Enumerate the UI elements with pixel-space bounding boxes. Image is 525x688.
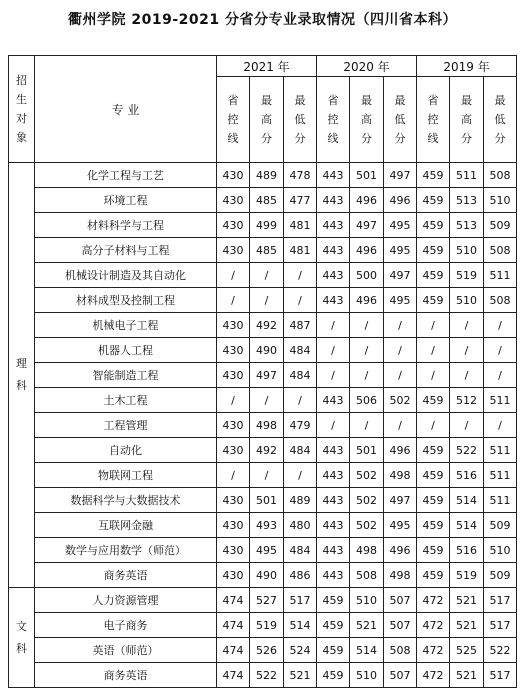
- score-cell: 443: [317, 188, 350, 213]
- score-cell: 459: [417, 238, 450, 263]
- score-cell: /: [484, 413, 517, 438]
- header-sub: 最 低 分: [484, 77, 517, 163]
- table-row: [9, 513, 517, 538]
- score-cell: 459: [417, 288, 450, 313]
- score-cell: 497: [384, 263, 417, 288]
- score-cell: 498: [384, 563, 417, 588]
- score-cell: /: [484, 363, 517, 388]
- score-cell: 514: [450, 488, 484, 513]
- score-cell: /: [250, 463, 284, 488]
- score-cell: 443: [317, 463, 350, 488]
- score-cell: 510: [450, 288, 484, 313]
- major-cell: 智能制造工程: [35, 363, 217, 388]
- score-cell: 500: [350, 263, 384, 288]
- header-sub: 省 控 线: [217, 77, 250, 163]
- table-row: [9, 613, 517, 638]
- score-cell: /: [484, 338, 517, 363]
- score-cell: 481: [284, 238, 317, 263]
- header-sub: 省 控 线: [317, 77, 350, 163]
- score-cell: /: [250, 263, 284, 288]
- score-cell: /: [250, 388, 284, 413]
- score-cell: 513: [450, 213, 484, 238]
- score-cell: 514: [350, 638, 384, 663]
- score-cell: 517: [484, 588, 517, 613]
- score-cell: 513: [450, 188, 484, 213]
- score-cell: /: [317, 313, 350, 338]
- score-cell: 519: [450, 563, 484, 588]
- major-cell: 机械电子工程: [35, 313, 217, 338]
- score-cell: 459: [317, 663, 350, 688]
- score-cell: 459: [417, 538, 450, 563]
- score-cell: 512: [450, 388, 484, 413]
- score-cell: 498: [350, 538, 384, 563]
- table-row: [9, 163, 517, 188]
- score-cell: /: [384, 363, 417, 388]
- category-cell: 理 科: [9, 163, 35, 588]
- score-cell: /: [217, 288, 250, 313]
- header-sub: 最 低 分: [384, 77, 417, 163]
- score-cell: 489: [250, 163, 284, 188]
- score-cell: 499: [250, 213, 284, 238]
- score-cell: 501: [350, 163, 384, 188]
- score-cell: 527: [250, 588, 284, 613]
- table-row: [9, 638, 517, 663]
- table-row: [9, 563, 517, 588]
- score-cell: 508: [484, 288, 517, 313]
- table-row: [9, 288, 517, 313]
- score-cell: 507: [384, 613, 417, 638]
- score-cell: 496: [384, 438, 417, 463]
- score-cell: 430: [217, 363, 250, 388]
- score-cell: 443: [317, 538, 350, 563]
- score-cell: 502: [350, 463, 384, 488]
- score-cell: 496: [350, 238, 384, 263]
- score-cell: /: [450, 363, 484, 388]
- score-cell: 519: [250, 613, 284, 638]
- score-cell: 508: [384, 638, 417, 663]
- score-cell: 443: [317, 288, 350, 313]
- major-cell: 数学与应用数学（师范）: [35, 538, 217, 563]
- table-body: [9, 163, 517, 688]
- score-cell: 501: [350, 438, 384, 463]
- header-sub: 最 高 分: [450, 77, 484, 163]
- score-cell: 502: [350, 488, 384, 513]
- score-cell: 459: [417, 188, 450, 213]
- score-cell: 443: [317, 563, 350, 588]
- score-cell: 479: [284, 413, 317, 438]
- score-cell: /: [417, 338, 450, 363]
- major-cell: 数据科学与大数据技术: [35, 488, 217, 513]
- score-cell: 484: [284, 438, 317, 463]
- score-cell: 480: [284, 513, 317, 538]
- score-cell: 509: [484, 213, 517, 238]
- page-title: 衢州学院 2019-2021 分省分专业录取情况（四川省本科）: [68, 12, 457, 28]
- score-cell: 496: [350, 288, 384, 313]
- score-cell: 510: [350, 663, 384, 688]
- score-cell: 514: [450, 513, 484, 538]
- score-cell: /: [350, 413, 384, 438]
- score-cell: 443: [317, 488, 350, 513]
- major-cell: 人力资源管理: [35, 588, 217, 613]
- score-cell: 521: [350, 613, 384, 638]
- score-cell: 511: [484, 463, 517, 488]
- major-cell: 化学工程与工艺: [35, 163, 217, 188]
- major-cell: 机器人工程: [35, 338, 217, 363]
- score-cell: 430: [217, 563, 250, 588]
- score-cell: 521: [284, 663, 317, 688]
- score-cell: /: [217, 388, 250, 413]
- score-cell: 486: [284, 563, 317, 588]
- score-cell: 496: [384, 188, 417, 213]
- table-row: [9, 363, 517, 388]
- score-cell: 508: [484, 238, 517, 263]
- score-cell: 443: [317, 388, 350, 413]
- score-cell: 430: [217, 313, 250, 338]
- score-cell: 522: [484, 638, 517, 663]
- score-cell: 510: [484, 188, 517, 213]
- table-row: [9, 413, 517, 438]
- header-sub: 最 高 分: [350, 77, 384, 163]
- score-cell: 496: [384, 538, 417, 563]
- score-cell: 495: [384, 238, 417, 263]
- score-cell: 507: [384, 588, 417, 613]
- major-cell: 自动化: [35, 438, 217, 463]
- score-cell: 511: [484, 438, 517, 463]
- score-cell: /: [384, 338, 417, 363]
- major-cell: 英语（师范）: [35, 638, 217, 663]
- score-cell: /: [417, 413, 450, 438]
- score-cell: /: [350, 338, 384, 363]
- score-cell: 511: [450, 163, 484, 188]
- score-cell: 430: [217, 238, 250, 263]
- score-cell: 474: [217, 638, 250, 663]
- score-cell: 502: [384, 388, 417, 413]
- score-cell: /: [384, 313, 417, 338]
- score-cell: 509: [484, 513, 517, 538]
- score-cell: 522: [250, 663, 284, 688]
- table-row: [9, 663, 517, 688]
- header-category: 招 生 对 象: [9, 56, 35, 163]
- score-cell: 430: [217, 163, 250, 188]
- score-cell: /: [250, 288, 284, 313]
- major-cell: 材料科学与工程: [35, 213, 217, 238]
- score-cell: 495: [384, 213, 417, 238]
- score-cell: 497: [250, 363, 284, 388]
- score-cell: 472: [417, 613, 450, 638]
- score-cell: 484: [284, 363, 317, 388]
- score-cell: 472: [417, 588, 450, 613]
- table-row: [9, 488, 517, 513]
- score-cell: 443: [317, 438, 350, 463]
- score-cell: 506: [350, 388, 384, 413]
- score-cell: 498: [250, 413, 284, 438]
- table-row: [9, 463, 517, 488]
- score-cell: 509: [484, 563, 517, 588]
- score-cell: 430: [217, 213, 250, 238]
- score-cell: 516: [450, 538, 484, 563]
- score-cell: 497: [350, 213, 384, 238]
- score-cell: 511: [484, 488, 517, 513]
- score-cell: 510: [484, 538, 517, 563]
- score-cell: 521: [450, 613, 484, 638]
- score-cell: 478: [284, 163, 317, 188]
- score-cell: 525: [450, 638, 484, 663]
- score-cell: 516: [450, 463, 484, 488]
- score-cell: 430: [217, 188, 250, 213]
- score-cell: 430: [217, 488, 250, 513]
- score-cell: 484: [284, 538, 317, 563]
- table-row: [9, 263, 517, 288]
- header-sub: 最 低 分: [284, 77, 317, 163]
- score-cell: 443: [317, 163, 350, 188]
- score-cell: 481: [284, 213, 317, 238]
- score-cell: 495: [384, 288, 417, 313]
- table-row: [9, 338, 517, 363]
- score-cell: 493: [250, 513, 284, 538]
- score-cell: 485: [250, 188, 284, 213]
- score-cell: 459: [417, 163, 450, 188]
- score-cell: /: [317, 363, 350, 388]
- score-cell: 492: [250, 313, 284, 338]
- table-row: [9, 438, 517, 463]
- table-row: [9, 588, 517, 613]
- score-cell: /: [350, 313, 384, 338]
- score-cell: 477: [284, 188, 317, 213]
- major-cell: 土木工程: [35, 388, 217, 413]
- header-year: 2019 年: [417, 56, 517, 77]
- table-header: [9, 56, 517, 163]
- score-cell: 459: [417, 513, 450, 538]
- score-cell: 443: [317, 238, 350, 263]
- score-cell: /: [417, 363, 450, 388]
- score-cell: 484: [284, 338, 317, 363]
- major-cell: 商务英语: [35, 563, 217, 588]
- score-cell: 517: [484, 613, 517, 638]
- score-cell: 524: [284, 638, 317, 663]
- major-cell: 机械设计制造及其自动化: [35, 263, 217, 288]
- score-cell: 497: [384, 163, 417, 188]
- score-cell: 485: [250, 238, 284, 263]
- score-cell: /: [284, 263, 317, 288]
- score-cell: 459: [417, 488, 450, 513]
- score-cell: 489: [284, 488, 317, 513]
- score-cell: 459: [417, 463, 450, 488]
- table-row: [9, 313, 517, 338]
- score-cell: 474: [217, 663, 250, 688]
- table-row: [9, 213, 517, 238]
- score-cell: 459: [317, 588, 350, 613]
- table-row: [9, 188, 517, 213]
- score-cell: 490: [250, 563, 284, 588]
- score-cell: 526: [250, 638, 284, 663]
- score-cell: 474: [217, 588, 250, 613]
- score-cell: 495: [250, 538, 284, 563]
- score-cell: 459: [317, 638, 350, 663]
- score-cell: 430: [217, 538, 250, 563]
- score-cell: 517: [284, 588, 317, 613]
- score-cell: 497: [384, 488, 417, 513]
- score-cell: 501: [250, 488, 284, 513]
- header-sub: 省 控 线: [417, 77, 450, 163]
- major-cell: 环境工程: [35, 188, 217, 213]
- score-cell: 517: [484, 663, 517, 688]
- score-cell: /: [450, 338, 484, 363]
- score-cell: /: [384, 413, 417, 438]
- score-cell: 459: [417, 213, 450, 238]
- score-cell: 487: [284, 313, 317, 338]
- major-cell: 互联网金融: [35, 513, 217, 538]
- score-cell: 508: [484, 163, 517, 188]
- table-row: [9, 238, 517, 263]
- score-cell: /: [284, 463, 317, 488]
- score-cell: 459: [417, 388, 450, 413]
- score-cell: 502: [350, 513, 384, 538]
- score-cell: /: [217, 263, 250, 288]
- score-cell: 459: [317, 613, 350, 638]
- score-cell: 522: [450, 438, 484, 463]
- score-cell: 459: [417, 563, 450, 588]
- score-cell: 492: [250, 438, 284, 463]
- score-cell: /: [317, 413, 350, 438]
- score-cell: 430: [217, 413, 250, 438]
- score-cell: 490: [250, 338, 284, 363]
- score-cell: 521: [450, 588, 484, 613]
- score-cell: /: [450, 313, 484, 338]
- score-cell: 430: [217, 338, 250, 363]
- score-cell: /: [350, 363, 384, 388]
- score-cell: 474: [217, 613, 250, 638]
- major-cell: 材料成型及控制工程: [35, 288, 217, 313]
- table-row: [9, 538, 517, 563]
- header-year: 2021 年: [217, 56, 317, 77]
- major-cell: 物联网工程: [35, 463, 217, 488]
- score-cell: 519: [450, 263, 484, 288]
- score-cell: /: [317, 338, 350, 363]
- score-cell: 496: [350, 188, 384, 213]
- score-cell: /: [450, 413, 484, 438]
- score-cell: 443: [317, 263, 350, 288]
- header-sub: 最 高 分: [250, 77, 284, 163]
- score-cell: 510: [450, 238, 484, 263]
- major-cell: 高分子材料与工程: [35, 238, 217, 263]
- score-cell: 508: [350, 563, 384, 588]
- table-row: [9, 388, 517, 413]
- score-cell: 472: [417, 638, 450, 663]
- score-cell: 459: [417, 438, 450, 463]
- score-cell: 507: [384, 663, 417, 688]
- score-cell: 511: [484, 263, 517, 288]
- score-cell: 430: [217, 513, 250, 538]
- score-cell: 498: [384, 463, 417, 488]
- score-cell: 430: [217, 438, 250, 463]
- score-cell: 511: [484, 388, 517, 413]
- header-major: 专 业: [35, 56, 217, 163]
- major-cell: 工程管理: [35, 413, 217, 438]
- admission-table: [8, 55, 517, 688]
- header-year: 2020 年: [317, 56, 417, 77]
- score-cell: 514: [284, 613, 317, 638]
- score-cell: 459: [417, 263, 450, 288]
- score-cell: 443: [317, 513, 350, 538]
- score-cell: 521: [450, 663, 484, 688]
- major-cell: 商务英语: [35, 663, 217, 688]
- score-cell: /: [484, 313, 517, 338]
- score-cell: 495: [384, 513, 417, 538]
- score-cell: /: [284, 288, 317, 313]
- major-cell: 电子商务: [35, 613, 217, 638]
- score-cell: /: [217, 463, 250, 488]
- score-cell: /: [284, 388, 317, 413]
- score-cell: 472: [417, 663, 450, 688]
- category-cell: 文 科: [9, 588, 35, 688]
- score-cell: 443: [317, 213, 350, 238]
- score-cell: /: [417, 313, 450, 338]
- score-cell: 510: [350, 588, 384, 613]
